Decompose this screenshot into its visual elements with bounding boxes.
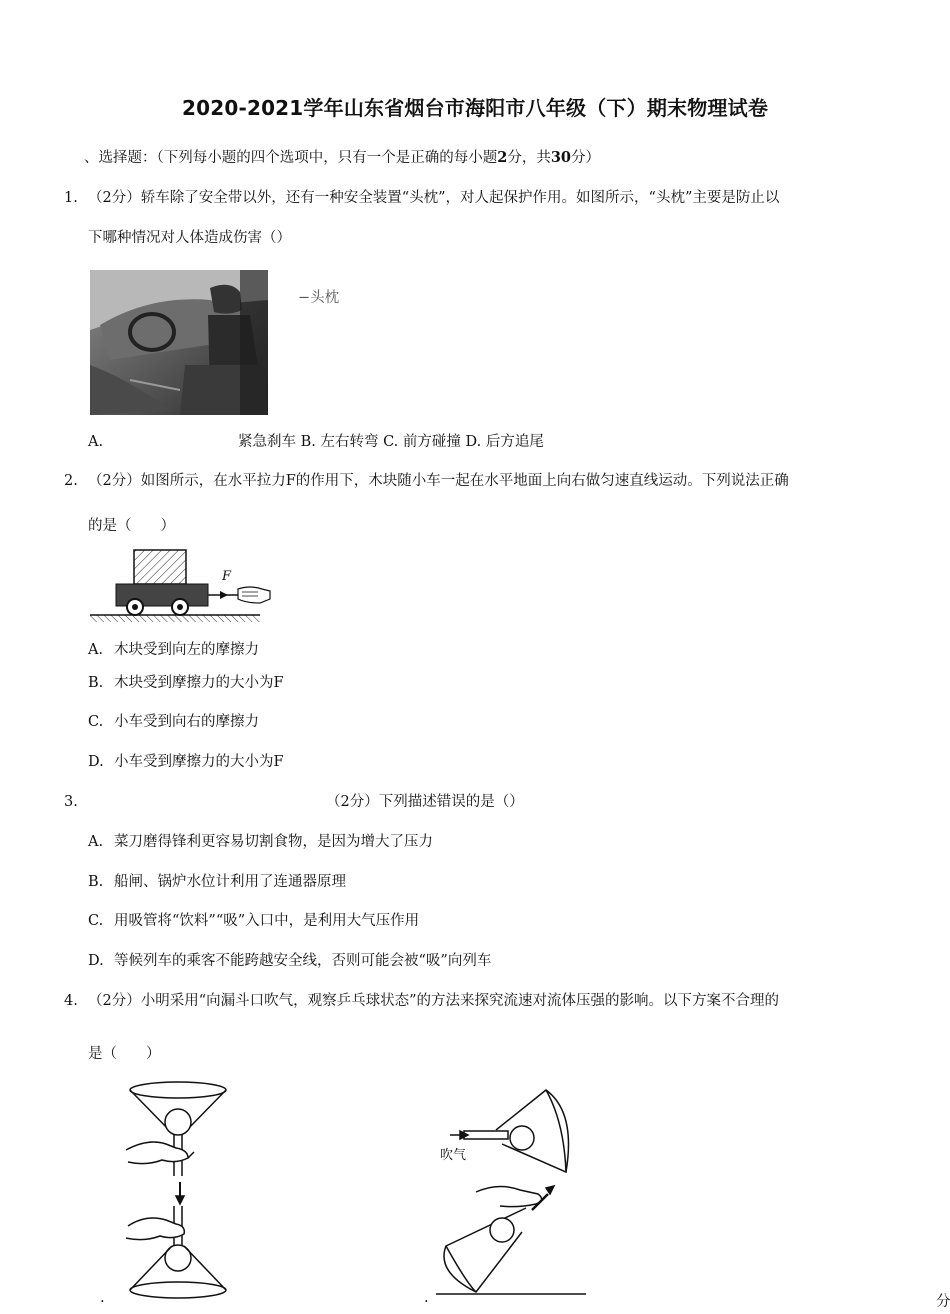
q2-option-c: C. 小车受到向右的摩擦力 [88,714,259,730]
q2-stem-line1: （2分）如图所示，在水平拉力F的作用下，木块随小车一起在水平地面上向右做匀速直线运动。下列说法正确 [88,473,789,489]
q3-option-c: C. 用吸管将“饮料”“吸”入口中，是利用大气压作用 [88,913,420,929]
q3-option-d: D. 等候列车的乘客不能跨越安全线，否则可能会被“吸”向列车 [88,953,492,969]
q4-stem-line1: （2分）小明采用“向漏斗口吹气，观察乒乓球状态”的方法来探究流速对流体压强的影响。以下方案不合理的 [88,993,780,1009]
q2-number: 2. [64,473,78,489]
car-headrest-photo [90,270,268,415]
section-label: 、选择题：（下列每小题的四个选项中，只有一个是正确的每小题 [84,150,498,166]
q3-option-a: A. 菜刀磨得锋利更容易切割食物，是因为增大了压力 [88,834,433,850]
q2-stem-line2: 的是（ ） [88,518,175,534]
q4-number: 4. [64,993,78,1009]
q2-option-d: D. 小车受到摩擦力的大小为F [88,754,284,770]
force-label: F [222,569,232,584]
section-score: 2 [497,149,508,166]
q1-stem-line1: （2分）轿车除了安全带以外，还有一种安全装置“头枕”，对人起保护作用。如图所示，“头枕”主要是防止以 [88,190,780,206]
section-header [84,148,600,168]
section-end: 分） [571,150,601,166]
page-title: 2020-2021学年山东省烟台市海阳市八年级（下）期末物理试卷 [181,96,769,120]
q3-option-b: B. 船闸、锅炉水位计利用了连通器原理 [88,874,346,890]
q1-number: 1. [64,190,78,206]
cart-block-diagram [90,545,275,623]
q1-options: 紧急刹车 B. 左右转弯 C. 前方碰撞 D. 后方追尾 [238,434,544,450]
headrest-label: −头枕 [298,290,340,306]
q1-stem-line2: 下哪种情况对人体造成伤害（） [88,230,291,246]
q2-option-b: B. 木块受到摩擦力的大小为F [88,675,284,691]
blow-label: 吹气 [440,1148,467,1163]
option-a-dot: . [100,1290,105,1306]
funnel-figure-left [118,1078,248,1300]
q4-stem-line2: 是（ ） [88,1046,161,1062]
q1-option-a-letter: A. [88,434,104,450]
section-total: 30 [550,149,572,166]
option-b-dot: . [424,1290,429,1306]
funnel-figure-right [436,1082,586,1300]
q2-option-a: A．木块受到向左的摩擦力 [88,642,259,658]
q3-number: 3. [64,794,78,810]
section-mid: 分，共 [507,150,551,166]
edge-fragment: 分 [936,1294,950,1310]
q3-stem: （2分）下列描述错误的是（） [326,794,524,810]
